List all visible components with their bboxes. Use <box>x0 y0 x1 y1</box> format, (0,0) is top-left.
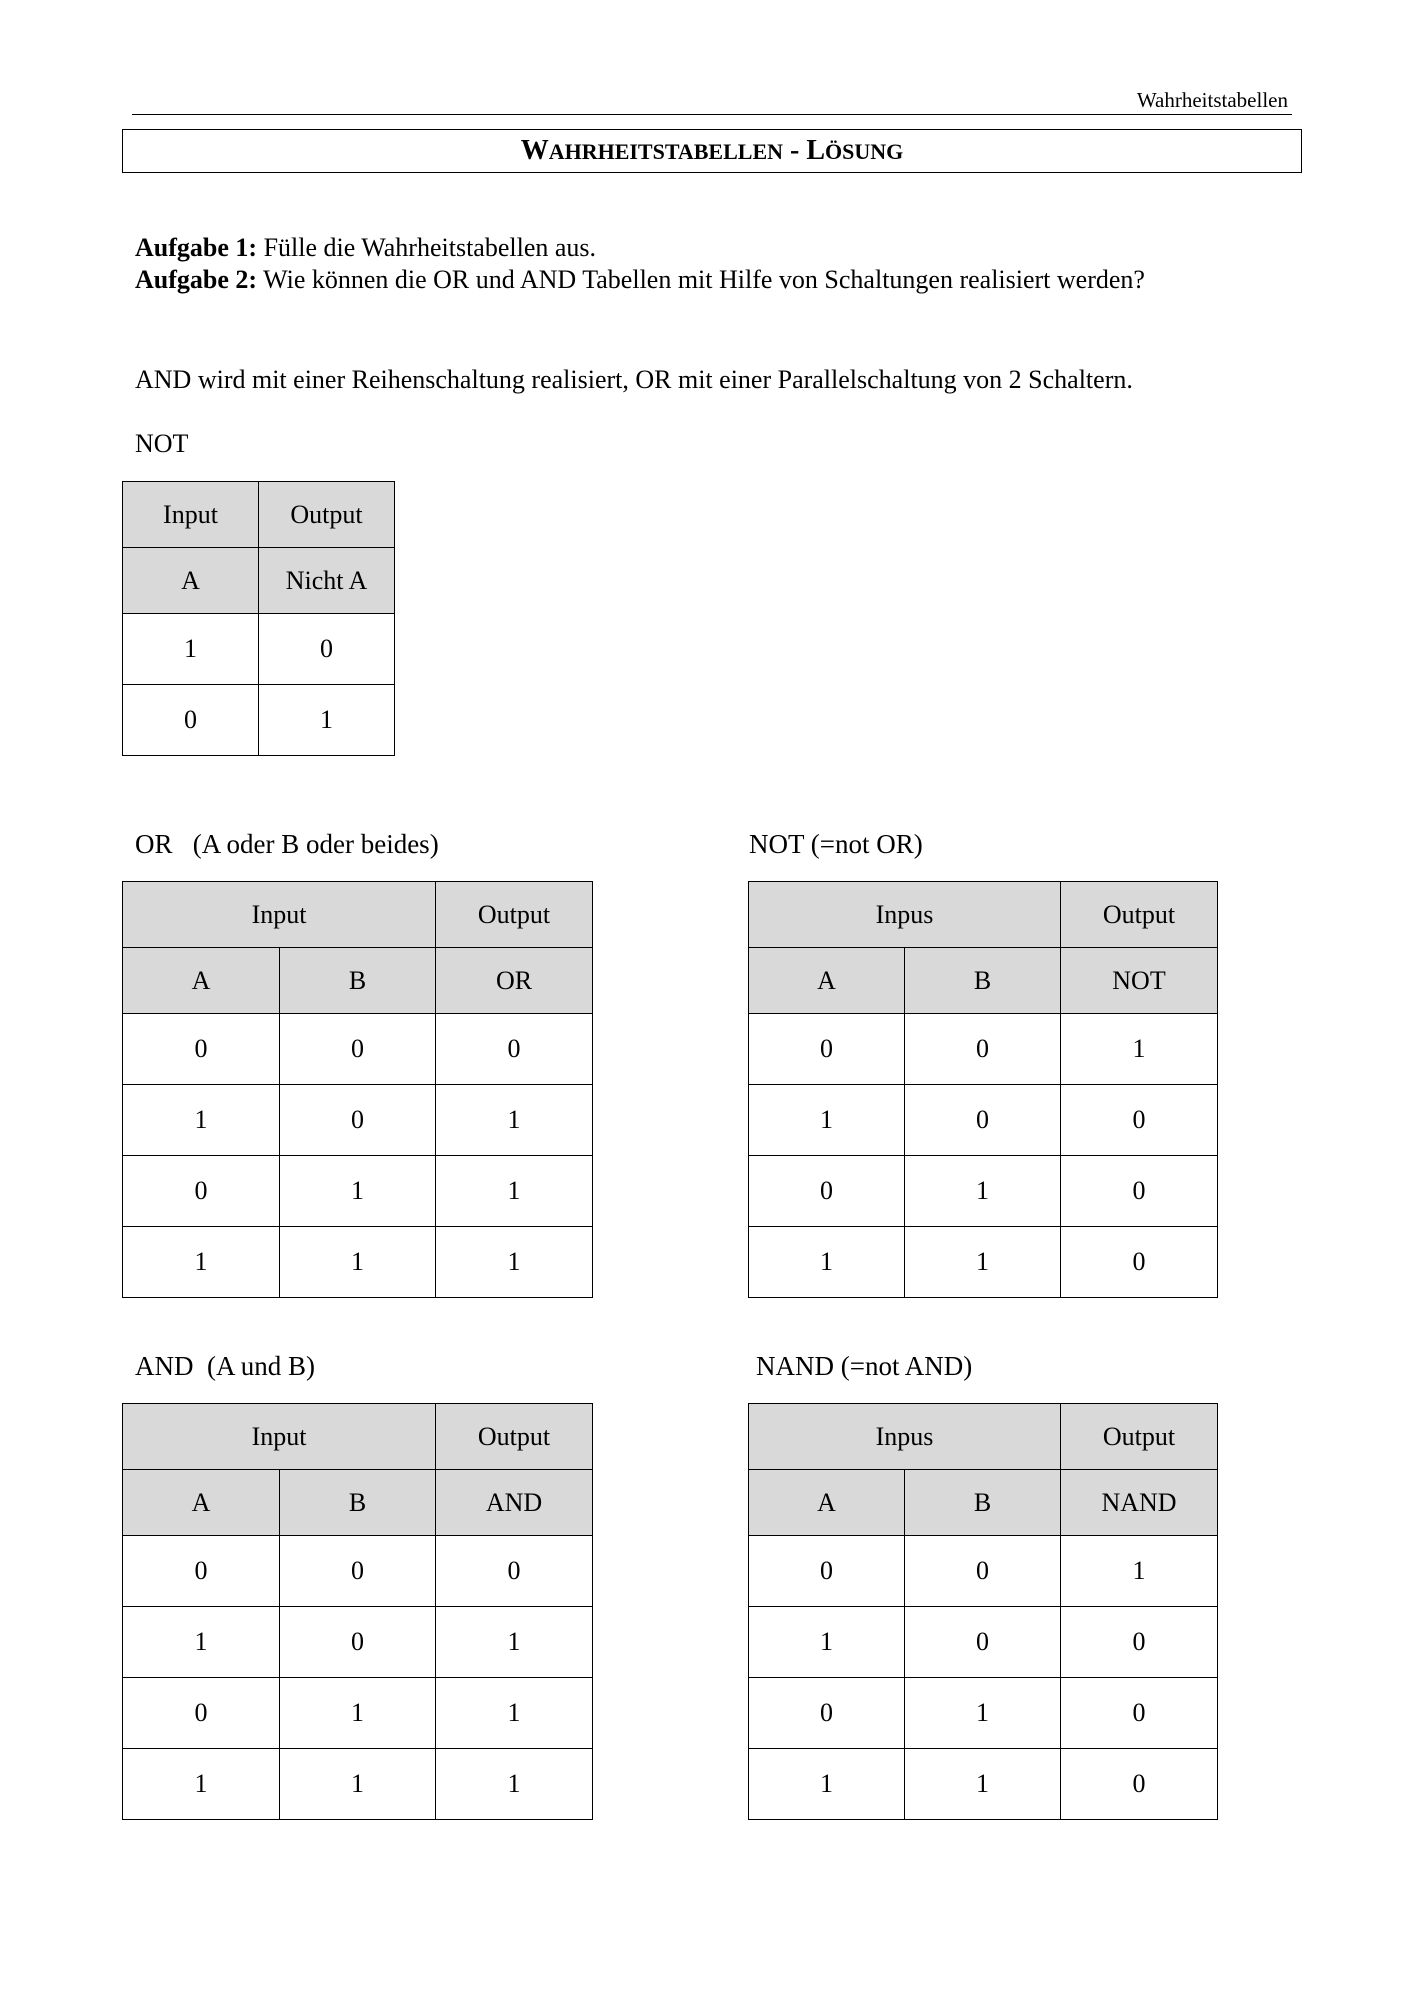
header-cell: B <box>280 1470 436 1536</box>
header-cell: Input <box>123 482 259 548</box>
header-cell: A <box>123 548 259 614</box>
table-cell: 0 <box>123 1678 280 1749</box>
table-cell: 1 <box>905 1749 1061 1820</box>
table-row <box>749 1749 1218 1820</box>
table-cell: 0 <box>749 1014 905 1085</box>
table-cell: 1 <box>905 1156 1061 1227</box>
table-row <box>123 1678 593 1749</box>
table-cell: 0 <box>280 1014 436 1085</box>
header-cell: A <box>749 1470 905 1536</box>
table-cell: 0 <box>749 1156 905 1227</box>
header-cell: Inpus <box>749 1404 1061 1470</box>
nand-table-label: NAND (=not AND) <box>756 1351 973 1381</box>
task-1-text: Fülle die Wahrheitstabellen aus. <box>257 233 597 262</box>
table-row <box>123 1536 593 1607</box>
header-cell: Input <box>123 882 436 948</box>
and-truth-table <box>122 1403 593 1820</box>
table-cell: 0 <box>749 1678 905 1749</box>
table-row <box>749 1536 1218 1607</box>
table-cell: 1 <box>436 1749 593 1820</box>
title-initial-1: W <box>520 135 549 166</box>
title-rest-1: AHRHEITSTABELLEN <box>548 139 784 164</box>
header-cell: B <box>280 948 436 1014</box>
table-cell: 0 <box>280 1085 436 1156</box>
table-cell: 0 <box>123 685 259 756</box>
table-cell: 1 <box>905 1227 1061 1298</box>
header-cell: Input <box>123 1404 436 1470</box>
table-row <box>749 1085 1218 1156</box>
table-row <box>123 1156 593 1227</box>
table-row <box>123 1085 593 1156</box>
table-cell: 0 <box>280 1536 436 1607</box>
table-cell: 1 <box>123 1227 280 1298</box>
table-cell: 0 <box>905 1085 1061 1156</box>
nor-truth-table <box>748 881 1218 1298</box>
header-cell: Output <box>259 482 395 548</box>
table-header-row <box>749 1470 1218 1536</box>
table-cell: 1 <box>280 1678 436 1749</box>
and-table-label: AND (A und B) <box>135 1351 315 1381</box>
table-cell: 0 <box>1061 1678 1218 1749</box>
table-header-row <box>123 882 593 948</box>
table-cell: 1 <box>123 614 259 685</box>
table-row <box>749 1678 1218 1749</box>
page-title <box>122 129 1302 173</box>
table-header-row <box>123 948 593 1014</box>
table-row <box>749 1156 1218 1227</box>
header-cell: AND <box>436 1470 593 1536</box>
table-row <box>123 1749 593 1820</box>
title-initial-2: L <box>806 135 826 166</box>
table-cell: 1 <box>436 1156 593 1227</box>
task-2-text: Wie können die OR und AND Tabellen mit Hilfe von Schaltungen realisiert werden? <box>257 265 1145 294</box>
table-cell: 1 <box>1061 1014 1218 1085</box>
header-cell: A <box>123 1470 280 1536</box>
table-cell: 1 <box>280 1156 436 1227</box>
table-cell: 1 <box>749 1607 905 1678</box>
nor-table-label: NOT (=not OR) <box>749 829 923 859</box>
table-header-row <box>123 1470 593 1536</box>
table-cell: 0 <box>123 1014 280 1085</box>
table-cell: 1 <box>123 1607 280 1678</box>
table-cell: 0 <box>1061 1085 1218 1156</box>
table-cell: 1 <box>749 1227 905 1298</box>
table-cell: 0 <box>436 1536 593 1607</box>
or-table-label: OR (A oder B oder beides) <box>135 829 439 859</box>
table-cell: 1 <box>749 1085 905 1156</box>
table-cell: 0 <box>1061 1749 1218 1820</box>
table-header-row <box>749 1404 1218 1470</box>
answer-text: AND wird mit einer Reihenschaltung realisiert, OR mit einer Parallelschaltung von 2 Schaltern. <box>135 365 1133 394</box>
table-cell: 0 <box>749 1536 905 1607</box>
table-header-row <box>749 882 1218 948</box>
header-cell: Output <box>436 1404 593 1470</box>
table-row <box>123 1607 593 1678</box>
table-cell: 0 <box>259 614 395 685</box>
header-cell: NAND <box>1061 1470 1218 1536</box>
table-cell: 0 <box>905 1536 1061 1607</box>
task-1-label: Aufgabe 1: <box>135 233 258 262</box>
header-cell: Output <box>436 882 593 948</box>
table-cell: 0 <box>280 1607 436 1678</box>
table-row <box>123 1014 593 1085</box>
header-cell: Nicht A <box>259 548 395 614</box>
table-row <box>749 1607 1218 1678</box>
not-truth-table <box>122 481 395 756</box>
table-header-row <box>123 548 395 614</box>
table-row <box>123 685 395 756</box>
table-cell: 1 <box>436 1227 593 1298</box>
table-cell: 0 <box>1061 1156 1218 1227</box>
table-cell: 1 <box>436 1607 593 1678</box>
header-cell: A <box>749 948 905 1014</box>
title-dash: - <box>783 135 807 166</box>
table-cell: 1 <box>1061 1536 1218 1607</box>
table-cell: 1 <box>905 1678 1061 1749</box>
table-cell: 1 <box>749 1749 905 1820</box>
nand-truth-table <box>748 1403 1218 1820</box>
header-cell: Output <box>1061 1404 1218 1470</box>
table-cell: 0 <box>123 1156 280 1227</box>
header-cell: Inpus <box>749 882 1061 948</box>
table-header-row <box>749 948 1218 1014</box>
table-cell: 1 <box>436 1678 593 1749</box>
table-cell: 0 <box>1061 1227 1218 1298</box>
table-cell: 1 <box>280 1749 436 1820</box>
task-2 <box>135 264 1145 296</box>
header-cell: B <box>905 1470 1061 1536</box>
table-cell: 1 <box>259 685 395 756</box>
header-cell: NOT <box>1061 948 1218 1014</box>
header-cell: B <box>905 948 1061 1014</box>
table-row <box>123 1227 593 1298</box>
or-truth-table <box>122 881 593 1298</box>
table-cell: 0 <box>436 1014 593 1085</box>
header-cell: OR <box>436 948 593 1014</box>
table-cell: 1 <box>123 1085 280 1156</box>
table-cell: 0 <box>905 1607 1061 1678</box>
header-cell: A <box>123 948 280 1014</box>
title-rest-2: ÖSUNG <box>825 139 904 164</box>
header-cell: Output <box>1061 882 1218 948</box>
task-2-label: Aufgabe 2: <box>135 265 258 294</box>
table-header-row <box>123 1404 593 1470</box>
table-header-row <box>123 482 395 548</box>
table-cell: 1 <box>280 1227 436 1298</box>
not-table-label: NOT <box>135 429 189 458</box>
table-cell: 0 <box>123 1536 280 1607</box>
table-row <box>123 614 395 685</box>
table-cell: 1 <box>436 1085 593 1156</box>
task-1 <box>135 232 596 264</box>
table-row <box>749 1227 1218 1298</box>
table-cell: 0 <box>905 1014 1061 1085</box>
table-cell: 0 <box>1061 1607 1218 1678</box>
running-header <box>132 86 1292 115</box>
table-cell: 1 <box>123 1749 280 1820</box>
table-row <box>749 1014 1218 1085</box>
running-header-title: Wahrheitstabellen <box>1136 88 1288 112</box>
